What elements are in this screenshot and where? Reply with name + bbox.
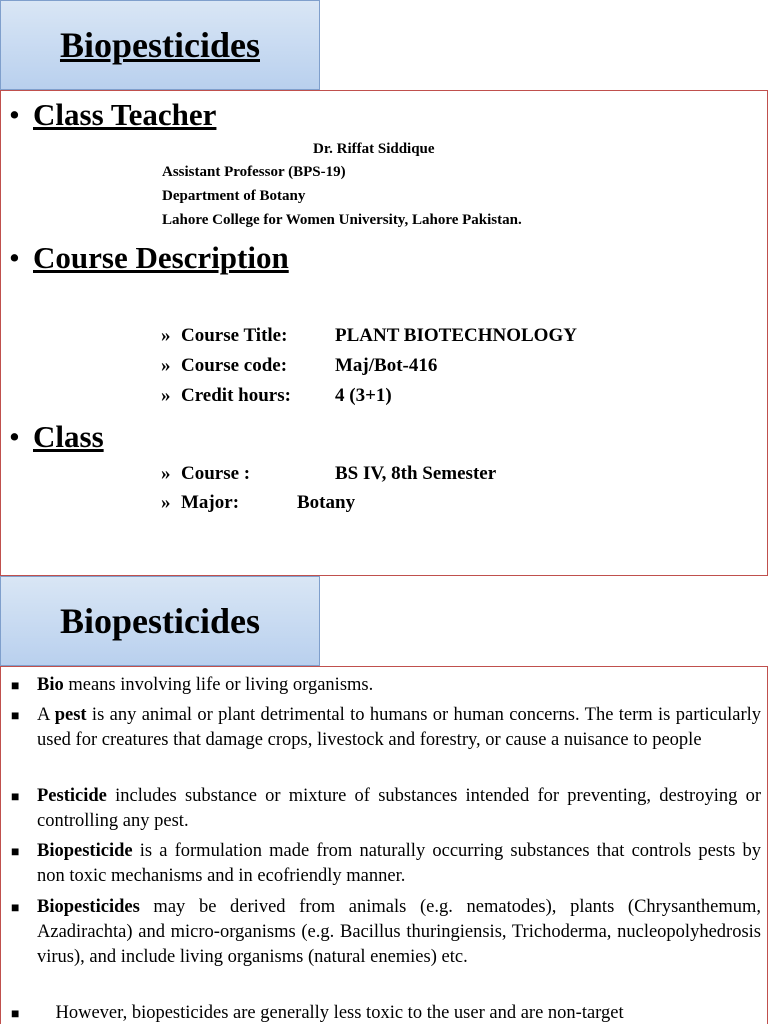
teacher-name: Dr. Riffat Siddique	[313, 141, 435, 157]
slide-title: Biopesticides	[59, 25, 260, 65]
bullet-icon: •	[9, 240, 20, 275]
square-bullet-icon: ■	[11, 845, 20, 860]
square-bullet-icon: ■	[11, 901, 20, 916]
course-description-heading: • Course Description	[9, 240, 289, 275]
class-heading: • Class	[9, 419, 104, 454]
course-title-row: » Course Title: PLANT BIOTECHNOLOGY	[161, 325, 577, 346]
slide-2	[0, 576, 768, 1024]
bullet-item: ■ Biopesticide is a formulation made from naturally occurring substances that controls pests by non toxic mechanisms and in ecofriendly manner.	[11, 841, 761, 886]
teacher-department: Department of Botany	[162, 188, 306, 204]
bullet-item: ■ A pest is any animal or plant detrimental to humans or human concerns. The term is particularly used for creatures that damage crops, livestock and forestry, or cause a nuisance to people	[11, 705, 761, 750]
slide-title-box	[0, 0, 320, 90]
bullet-item: ■ Bio means involving life or living organisms.	[11, 673, 761, 698]
major-row: » Major: Botany	[161, 492, 356, 513]
course-code-row: » Course code: Maj/Bot-416	[161, 355, 438, 376]
bullet-icon: •	[9, 97, 20, 132]
teacher-institution: Lahore College for Women University, Lahore Pakistan.	[162, 212, 522, 228]
course-row: » Course : BS IV, 8th Semester	[161, 463, 497, 484]
chevron-icon: »	[161, 325, 171, 346]
chevron-icon: »	[161, 492, 171, 513]
bullet-item: ■ However, biopesticides are generally less toxic to the user and are non-target	[11, 1001, 761, 1026]
teacher-position: Assistant Professor (BPS-19)	[162, 164, 346, 180]
square-bullet-icon: ■	[11, 790, 20, 805]
square-bullet-icon: ■	[11, 1007, 20, 1022]
bullet-item: ■ Pesticide includes substance or mixture of substances intended for preventing, destroying or controlling any pest.	[11, 786, 761, 831]
chevron-icon: »	[161, 385, 171, 406]
bullet-item: ■ Biopesticides may be derived from animals (e.g. nematodes), plants (Chrysanthemum, Azadirachta) and micro-organisms (e.g. Bacillus thuringiensis, Trichoderma, nucleopolyhedrosis virus), and include living organisms (natural enemies) etc.	[11, 897, 761, 967]
slide-content	[0, 90, 768, 576]
slide-content	[0, 666, 768, 1024]
bullet-icon: •	[9, 419, 20, 454]
square-bullet-icon: ■	[11, 679, 20, 694]
chevron-icon: »	[161, 463, 171, 484]
chevron-icon: »	[161, 355, 171, 376]
square-bullet-icon: ■	[11, 709, 20, 724]
slide-title: Biopesticides	[59, 601, 260, 641]
slide-title-box	[0, 576, 320, 666]
class-teacher-heading: • Class Teacher	[9, 97, 217, 132]
credit-hours-row: » Credit hours: 4 (3+1)	[161, 385, 392, 406]
